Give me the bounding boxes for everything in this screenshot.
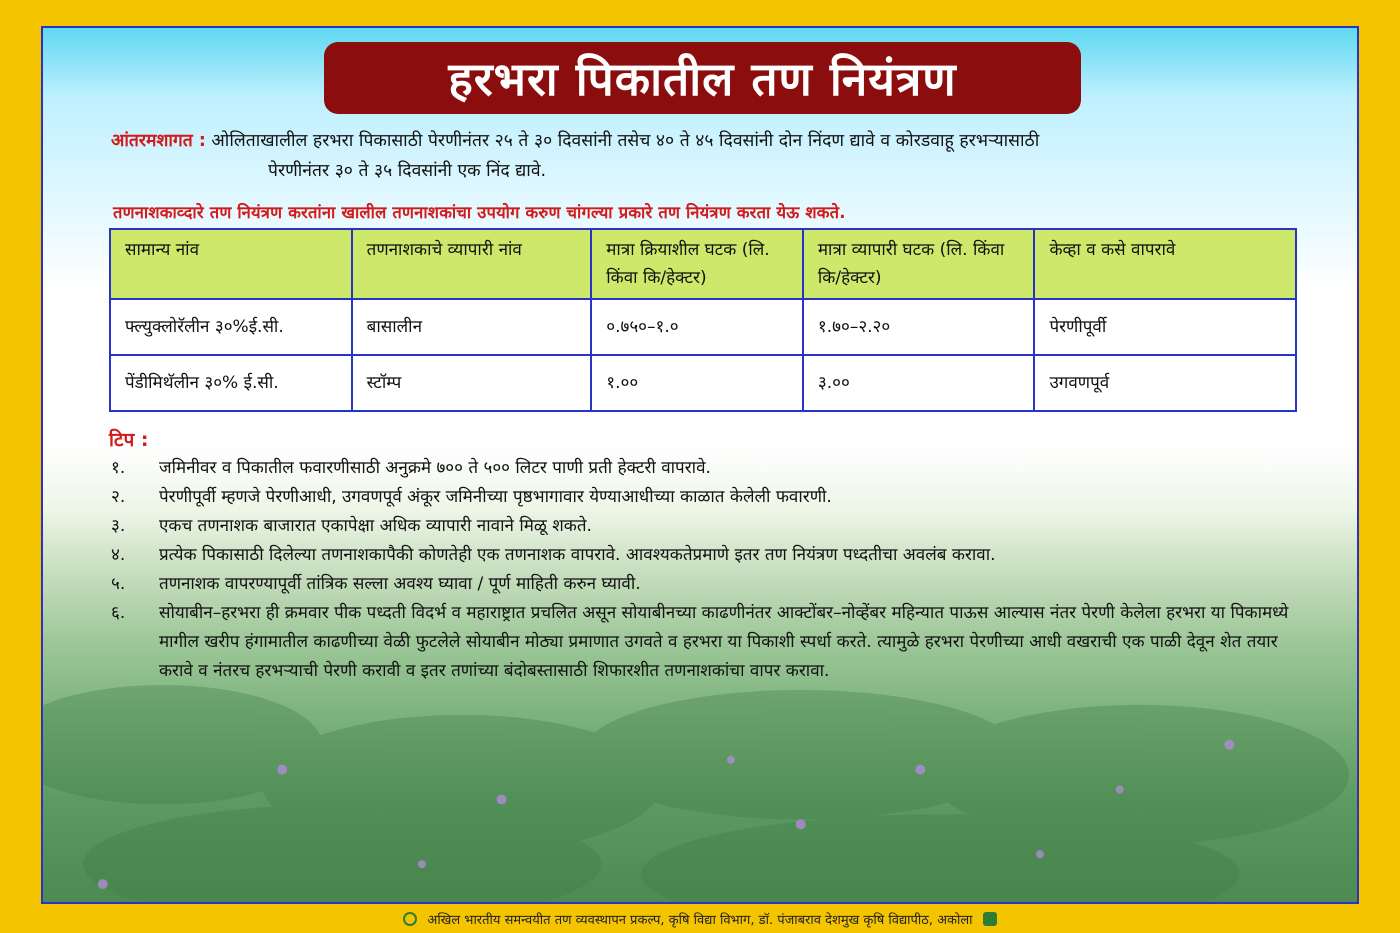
tip-text: प्रत्येक पिकासाठी दिलेल्या तणनाशकापैकी कोणतेही एक तणनाशक वापरावे. आवश्यकतेप्रमाणे इतर तण नियंत्रण पध्दतीचा अवलंब करावा. [159,545,996,565]
cell-when-how: उगवणपूर्व [1034,355,1296,411]
intercultivation-text-line2: पेरणीनंतर ३० ते ३५ दिवसांनी एक निंद द्यावे. [268,161,547,181]
tip-text: जमिनीवर व पिकातील फवारणीसाठी अनुक्रमे ७०० ते ५०० लिटर पाणी प्रती हेक्टरी वापरावे. [159,458,711,478]
intercultivation-label: आंतरमशागत : [111,131,206,151]
tip-text: पेरणीपूर्वी म्हणजे पेरणीआधी, उगवणपूर्व अंकूर जमिनीच्या पृष्ठभागावार येण्याआधीच्या काळात केलेली फवारणी. [159,487,832,507]
cell-commercial-dose: १.७०–२.२० [803,299,1035,355]
tip-number: २. [111,487,126,507]
list-item [111,512,1301,541]
tips-heading: टिप : [109,429,149,451]
page-title: हरभरा पिकातील तण नियंत्रण [324,42,1081,114]
tip-number: ५. [111,574,126,594]
header-active-dose: मात्रा क्रियाशील घटक (लि. किंवा कि/हेक्टर) [591,229,803,299]
poster-panel [41,26,1359,904]
list-item [111,483,1301,512]
table-header-row [110,229,1296,299]
cell-active-dose: ०.७५०–१.० [591,299,803,355]
cell-common-name: पेंडीमिथॅलीन ३०% ई.सी. [110,355,352,411]
project-logo-icon [983,912,997,926]
tip-number: १. [111,458,126,478]
cell-when-how: पेरणीपूर्वी [1034,299,1296,355]
herbicide-table [109,228,1297,412]
table-row [110,299,1296,355]
list-item [111,541,1301,570]
list-item [111,599,1301,686]
header-trade-name: तणनाशकाचे व्यापारी नांव [352,229,592,299]
tip-text: एकच तणनाशक बाजारात एकापेक्षा अधिक व्यापारी नावाने मिळू शकते. [159,516,592,536]
cell-trade-name: स्टॉम्प [352,355,592,411]
herbicide-note: तणनाशकाव्दारे तण नियंत्रण करतांना खालील तणनाशकांचा उपयोग करुण चांगल्या प्रकारे तण नियंत्रण करता येऊ शकते. [113,203,846,222]
tips-list [111,454,1301,686]
intercultivation-section [111,126,1311,186]
header-commercial-dose: मात्रा व्यापारी घटक (लि. किंवा कि/हेक्टर) [803,229,1035,299]
tip-number: ६. [111,603,126,623]
cell-common-name: फ्ल्युक्लोरॅलीन ३०%ई.सी. [110,299,352,355]
footer [0,905,1400,933]
table-row [110,355,1296,411]
tip-text: सोयाबीन–हरभरा ही क्रमवार पीक पध्दती विदर्भ व महाराष्ट्रात प्रचलित असून सोयाबीनच्या काढणीनंतर आक्टोंबर–नोव्हेंबर महिन्यात पाऊस आल्यास नंतर पेरणी केलेला हरभरा या पिकामध्ये मागील खरीप हंगामातील काढणीच्या वेळी फुटलेले सोयाबीन मोठ्या प्रमाणात उगवते व हरभरा या पिकाशी स्पर्धा करते. त्यामुळे हरभरा पेरणीच्या आधी वखराची एक पाळी देवून शेत तयार करावे व नंतरच हरभऱ्याची पेरणी करावी व इतर तणांच्या बंदोबस्तासाठी शिफारशीत तणनाशकांचा वापर करावा. [159,603,1289,681]
list-item [111,570,1301,599]
tip-number: ३. [111,516,126,536]
intercultivation-text-line1: ओलिताखालील हरभरा पिकासाठी पेरणीनंतर २५ ते ३० दिवसांनी तसेच ४० ते ४५ दिवसांनी दोन निंदण द्यावे व कोरडवाहू हरभऱ्यासाठी [211,131,1040,151]
header-when-how: केव्हा व कसे वापरावे [1034,229,1296,299]
cell-commercial-dose: ३.०० [803,355,1035,411]
footer-text: अखिल भारतीय समन्वयीत तण व्यवस्थापन प्रकल्प, कृषि विद्या विभाग, डॉ. पंजाबराव देशमुख कृषि विद्यापीठ, अकोला [427,913,973,928]
university-logo-icon [403,912,417,926]
cell-trade-name: बासालीन [352,299,592,355]
tip-text: तणनाशक वापरण्यापूर्वी तांत्रिक सल्ला अवश्य घ्यावा / पूर्ण माहिती करुन घ्यावी. [159,574,641,594]
cell-active-dose: १.०० [591,355,803,411]
list-item [111,454,1301,483]
header-common-name: सामान्य नांव [110,229,352,299]
tip-number: ४. [111,545,126,565]
